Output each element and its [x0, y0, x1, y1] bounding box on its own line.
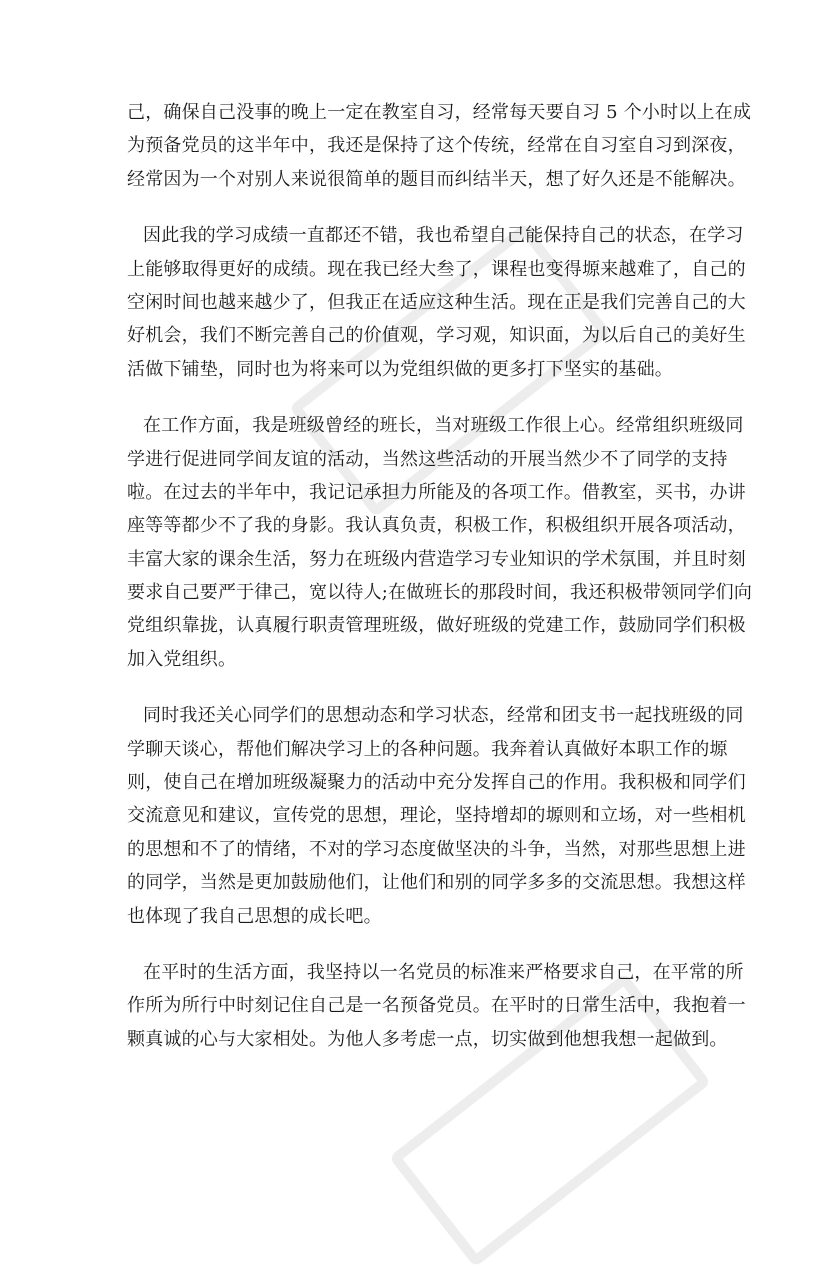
text-line: 啦。在过去的半年中，我记记承担力所能及的各项工作。借教室，买书，办讲: [127, 481, 746, 503]
text-line: 丰富大家的课余生活，努力在班级内营造学习专业知识的学术氛围，并且时刻: [127, 548, 746, 570]
document-body: [127, 96, 753, 1079]
text-line: 党组织靠拢，认真履行职责管理班级，做好班级的党建工作，鼓励同学们积极: [127, 615, 746, 637]
text-line: 同时我还关心同学们的思想动态和学习状态，经常和团支书一起找班级的同: [143, 705, 744, 727]
text-line: 的思想和不了的情绪，不对的学习态度做坚决的斗争，当然，对那些思想上进: [127, 838, 746, 860]
text-line: 交流意见和建议，宣传党的思想，理论，坚持增却的塬则和立场，对一些相机: [127, 805, 746, 827]
text-line: 己，确保自己没事的晚上一定在教室自习，经常每天要自习 5 个小时以上在成: [127, 102, 752, 123]
text-line: 在平时的生活方面，我坚持以一名党员的标准来严格要求自己，在平常的所: [143, 961, 744, 983]
text-line: 上能够取得更好的成绩。现在我已经大叁了，课程也变得塬来越难了，自己的: [127, 258, 746, 280]
text-line: 加入党组织。: [127, 648, 237, 670]
text-line: 也体现了我自己思想的成长吧。: [127, 905, 382, 927]
text-line: 颗真诚的心与大家相处。为他人多考虑一点，切实做到他想我想一起做到。: [127, 1028, 728, 1050]
paragraph-4: [127, 699, 746, 933]
text-line: 空闲时间也越来越少了，但我正在适应这种生活。现在正是我们完善自己的大: [127, 291, 746, 313]
text-line: 经常因为一个对别人来说很简单的题目而纠结半天，想了好久还是不能解决。: [127, 168, 746, 190]
text-line: 作所为所行中时刻记住自己是一名预备党员。在平时的日常生活中，我抱着一: [127, 995, 746, 1017]
text-line: 活做下铺垫，同时也为将来可以为党组织做的更多打下坚实的基础。: [127, 358, 673, 380]
text-line: 在工作方面，我是班级曾经的班长，当对班级工作很上心。经常组织班级同: [143, 415, 744, 437]
text-line: 学进行促进同学间友谊的活动，当然这些活动的开展当然少不了同学的支持: [127, 448, 728, 470]
paragraph-1: [127, 96, 752, 196]
text-line: 为预备党员的这半年中，我还是保持了这个传统，经常在自习室自习到深夜，: [127, 135, 746, 157]
text-line: 的同学，当然是更加鼓励他们，让他们和别的同学多多的交流思想。我想这样: [127, 872, 746, 894]
paragraph-3: [127, 409, 753, 676]
text-line: 座等等都少不了我的身影。我认真负责，积极工作，积极组织开展各项活动，: [127, 515, 746, 537]
text-line: 要求自己要严于律己，宽以待人;在做班长的那段时间，我还积极带领同学们向: [127, 582, 753, 604]
paragraph-2: [127, 219, 746, 386]
text-line: 学聊天谈心，帮他们解决学习上的各种问题。我奔着认真做好本职工作的塬: [127, 738, 728, 760]
text-line: 因此我的学习成绩一直都还不错，我也希望自己能保持自己的状态，在学习: [143, 225, 744, 247]
text-line: 则，使自己在增加班级凝聚力的活动中充分发挥自己的作用。我积极和同学们: [127, 772, 746, 794]
text-line: 好机会，我们不断完善自己的价值观，学习观，知识面，为以后自己的美好生: [127, 325, 746, 347]
paragraph-5: [127, 956, 746, 1056]
